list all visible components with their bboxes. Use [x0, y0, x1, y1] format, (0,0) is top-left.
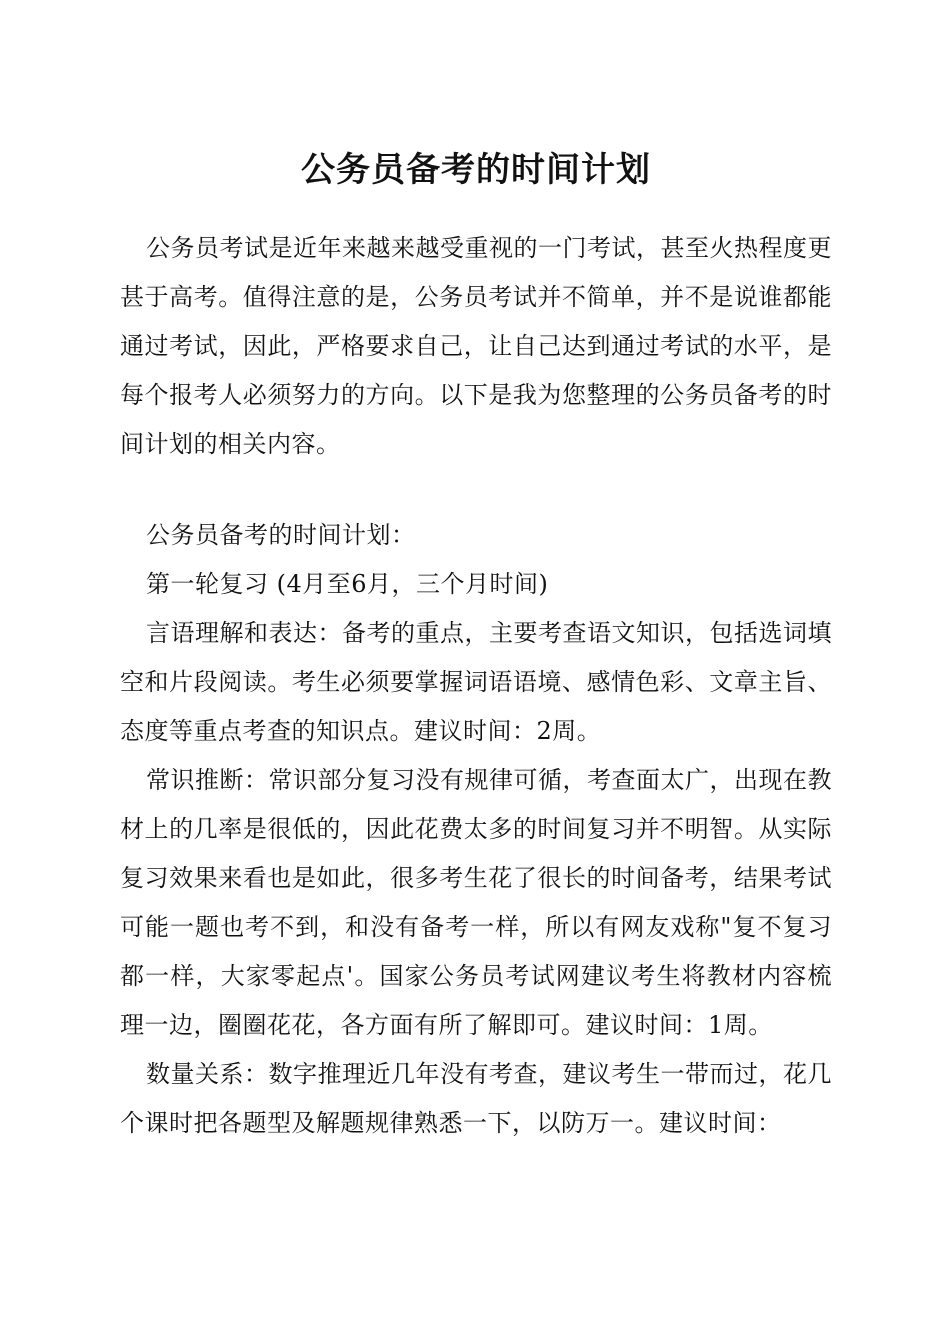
intro-paragraph: 公务员考试是近年来越来越受重视的一门考试，甚至火热程度更甚于高考。值得注意的是，公务员考试并不简单，并不是说谁都能通过考试，因此，严格要求自己，让自己达到通过考试的水平，是每个报考人必须努力的方向。以下是我为您整理的公务员备考的时间计划的相关内容。 — [120, 234, 832, 458]
review-round-heading: 第一轮复习 (4月至6月，三个月时间) — [146, 570, 549, 598]
paragraph-common-sense: 常识推断：常识部分复习没有规律可循，考查面太广，出现在教材上的几率是很低的，因此花费太多的时间复习并不明智。从实际复习效果来看也是如此，很多考生花了很长的时间备考，结果考试可能一题也考不到，和没有备考一样，所以有网友戏称"复不复习都一样，大家零起点'。国家公务员考试网建议考生将教材内容梳理一边，圈圈花花，各方面有所了解即可。建议时间：1周。 — [120, 766, 832, 1039]
document-page — [120, 140, 832, 1148]
document-title: 公务员备考的时间计划 — [301, 150, 651, 190]
paragraph-verbal: 言语理解和表达：备考的重点，主要考查语文知识，包括选词填空和片段阅读。考生必须要掌握词语语境、感情色彩、文章主旨、态度等重点考查的知识点。建议时间：2周。 — [120, 619, 832, 745]
section-heading: 公务员备考的时间计划： — [146, 521, 416, 549]
paragraph-spacer — [120, 469, 832, 511]
paragraph-quantitative: 数量关系：数字推理近几年没有考查，建议考生一带而过，花几个课时把各题型及解题规律熟悉一下，以防万一。建议时间： — [120, 1060, 832, 1137]
